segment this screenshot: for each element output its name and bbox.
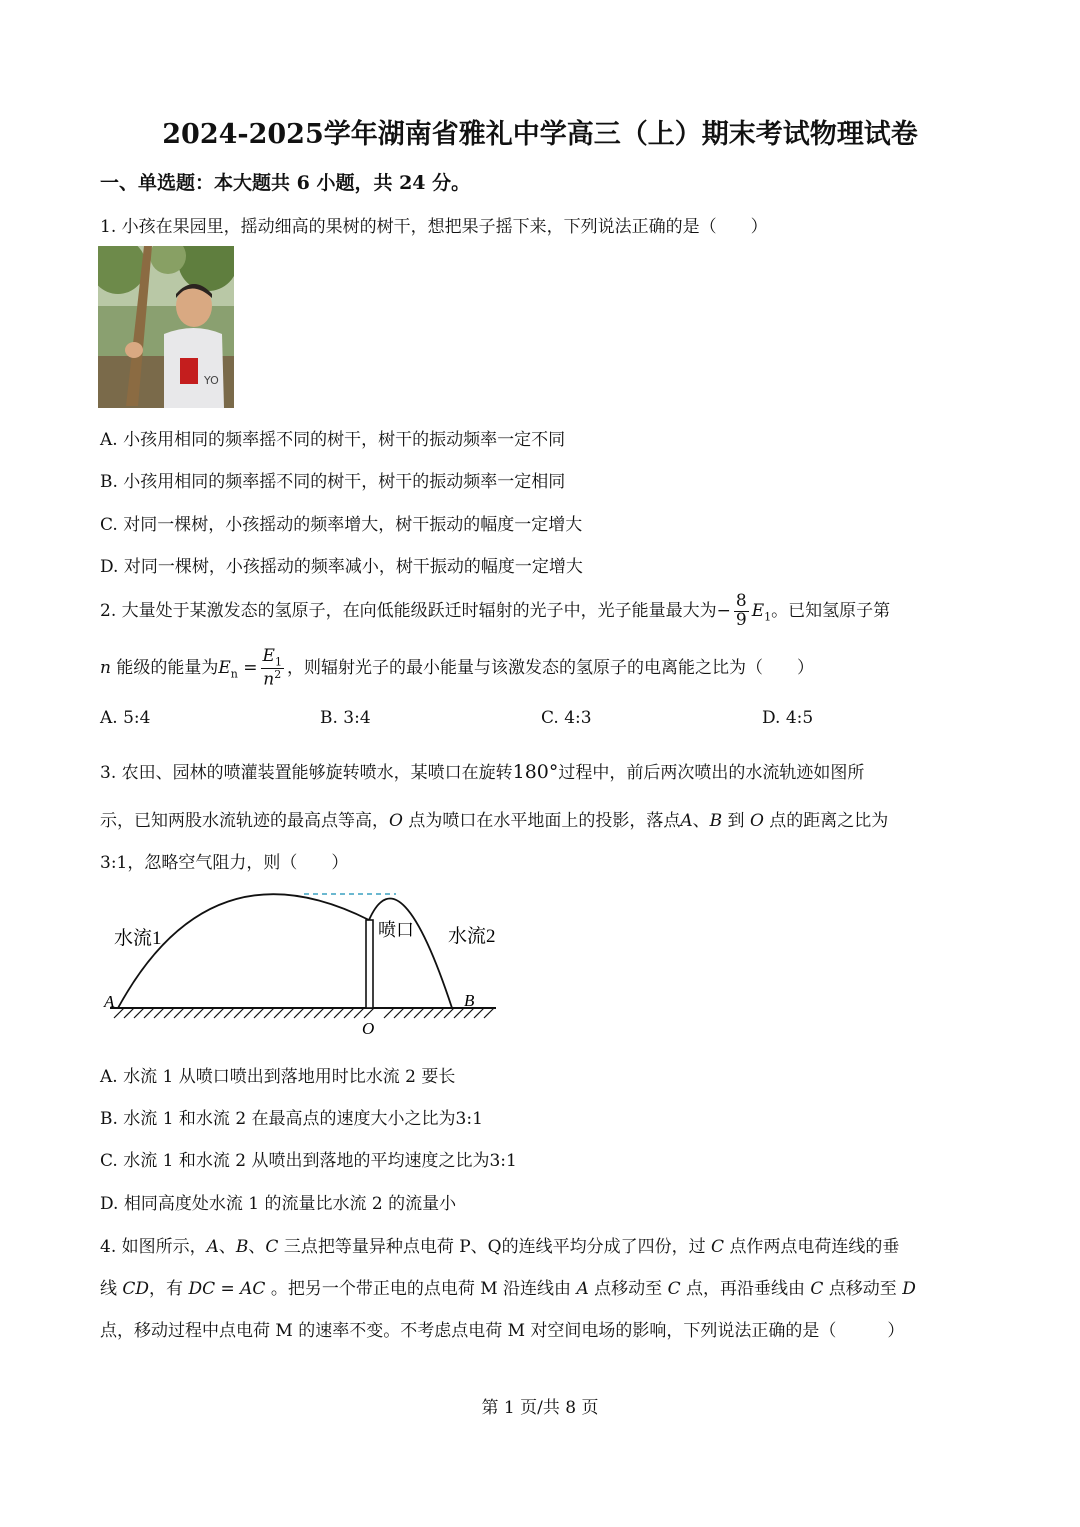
- q4-l2-d: 点移动至: [594, 1279, 663, 1299]
- q2-fr-den-n: n: [263, 669, 275, 690]
- q4-l2-pt-c: C: [667, 1279, 681, 1299]
- q4-l1-pt-a: A: [206, 1237, 219, 1257]
- q4-l2-pt-d: D: [902, 1279, 916, 1299]
- q4-l1-c: 、: [248, 1237, 266, 1257]
- q3-stem-line1: [100, 758, 864, 783]
- q3-option-d: D. 相同高度处水流 1 的流量比水流 2 的流量小: [100, 1194, 457, 1214]
- q2-fraction-e1-n2: [261, 645, 284, 690]
- q3-l2-o: O: [389, 811, 403, 831]
- q3-l1-b: 过程中，前后两次喷出的水流轨迹如图所: [558, 763, 865, 783]
- q2-frac-num: 8: [735, 591, 747, 612]
- q1-option-c: C. 对同一棵树，小孩摇动的频率增大，树干振动的幅度一定增大: [100, 515, 583, 535]
- q3-label-point-o: O: [362, 1019, 375, 1038]
- q3-option-a: A. 水流 1 从喷口喷出到落地用时比水流 2 要长: [100, 1067, 456, 1087]
- q3-l2-e: 点的距离之比为: [769, 811, 889, 831]
- q2-frac-den: 9: [735, 610, 747, 630]
- q3-l2-b: 点为喷口在水平地面上的投影，落点: [408, 811, 681, 831]
- q4-l1-e: 点作两点电荷连线的垂: [729, 1237, 900, 1257]
- q2-stem-part-a: 2. 大量处于某激发态的氢原子，在向低能级跃迁时辐射的光子中，光子能量最大为: [100, 601, 717, 621]
- q4-l2-pt-a: A: [576, 1279, 589, 1299]
- q4-l1-b: 、: [218, 1237, 236, 1257]
- page-footer: 第 1 页/共 8 页: [481, 1398, 599, 1418]
- q2-option-d: D. 4:5: [762, 708, 814, 728]
- q3-label-point-a: A: [104, 992, 115, 1011]
- q2-stem-part-b: 。已知氢原子第: [771, 601, 891, 621]
- q2-fr-den: [261, 669, 284, 690]
- q4-l2-b: ，有: [149, 1279, 184, 1299]
- q3-l2-a: 示，已知两股水流轨迹的最高点等高，: [100, 811, 389, 831]
- q4-l2-pt-c2: C: [810, 1279, 824, 1299]
- q4-l2-a: 线: [100, 1279, 117, 1299]
- q3-l2-c: 、: [692, 811, 710, 831]
- q2-stem-line1: [100, 586, 890, 642]
- q2-frac-sign: −: [716, 601, 731, 621]
- q2-stem-part-c: 能级的能量为: [116, 658, 219, 678]
- q4-l2-e: 点，再沿垂线由: [685, 1279, 805, 1299]
- q3-option-c: C. 水流 1 和水流 2 从喷出到落地的平均速度之比为3:1: [100, 1151, 517, 1171]
- q4-l2-cd: CD: [122, 1279, 150, 1299]
- q3-label-point-b: B: [464, 991, 475, 1010]
- q2-n: n: [100, 658, 111, 678]
- q2-fr-num-sub: 1: [274, 655, 282, 669]
- q2-fr-num: [261, 645, 284, 669]
- q3-l1-a: 3. 农田、园林的喷灌装置能够旋转喷水，某喷口在旋转: [100, 763, 513, 783]
- q4-stem-line1: [100, 1232, 899, 1257]
- q3-diagram-water-trajectories: [100, 880, 510, 1044]
- q1-photo-child-shaking-tree: [98, 246, 234, 408]
- q3-label-stream-1: 水流1: [114, 928, 162, 949]
- q3-l2-b-pt: B: [709, 811, 723, 831]
- q2-eq: =: [243, 658, 258, 678]
- q2-fr-num-e: E: [262, 645, 275, 666]
- q4-stem-line3: 点，移动过程中点电荷 M 的速率不变。不考虑点电荷 M 对空间电场的影响，下列说法正确的是（ ）: [100, 1321, 905, 1341]
- q1-photo-shirt-text: YO: [204, 374, 219, 387]
- q2-fr-den-sup: 2: [274, 667, 282, 681]
- q2-e1-sub: 1: [764, 610, 772, 624]
- q3-ground-hatching: [114, 1008, 494, 1018]
- q3-l2-d: 到: [727, 811, 745, 831]
- q4-l1-d: 三点把等量异种点电荷 P、Q的连线平均分成了四份，过: [283, 1237, 706, 1257]
- q4-stem-line2: [100, 1274, 916, 1299]
- q1-stem: 1. 小孩在果园里，摇动细高的果树的树干，想把果子摇下来，下列说法正确的是（ ）: [100, 217, 768, 237]
- page-title: 2024-2025学年湖南省雅礼中学高三（上）期末考试物理试卷: [162, 119, 918, 150]
- q4-l1-pt-b: B: [235, 1237, 249, 1257]
- q2-option-b: B. 3:4: [320, 708, 371, 728]
- q2-fraction-8-9: [734, 593, 749, 630]
- q3-l2-a-pt: A: [680, 811, 693, 831]
- q4-l1-pt-c: C: [265, 1237, 279, 1257]
- q2-stem-part-d: ，则辐射光子的最小能量与该激发态的氢原子的电离能之比为（ ）: [286, 658, 814, 678]
- q3-l2-o2: O: [749, 811, 764, 831]
- q2-option-a: A. 5:4: [100, 708, 151, 728]
- section-heading: 一、单选题：本大题共 6 小题，共 24 分。: [100, 172, 471, 194]
- q3-stem-line2: [100, 806, 888, 831]
- q3-stream-1-curve: [118, 894, 369, 1008]
- q1-option-d: D. 对同一棵树，小孩摇动的频率减小，树干振动的幅度一定增大: [100, 557, 583, 577]
- q4-l2-f: 点移动至: [828, 1279, 897, 1299]
- q3-option-b: B. 水流 1 和水流 2 在最高点的速度大小之比为3:1: [100, 1109, 483, 1129]
- q4-l2-eq: DC = AC: [188, 1279, 266, 1299]
- q2-e1: E: [751, 601, 765, 621]
- q3-nozzle-pipe: [366, 920, 373, 1008]
- q4-l1-a: 4. 如图所示，: [100, 1237, 207, 1257]
- q3-stem-line3: 3:1，忽略空气阻力，则（ ）: [100, 853, 349, 873]
- q2-stem-line2: [100, 642, 814, 700]
- q1-option-b: B. 小孩用相同的频率摇不同的树干，树干的振动频率一定相同: [100, 472, 566, 492]
- q4-l1-pt-c2: C: [711, 1237, 725, 1257]
- q4-l2-c: 。把另一个带正电的点电荷 M 沿连线由: [270, 1279, 572, 1299]
- q2-option-c: C. 4:3: [541, 708, 592, 728]
- q3-label-stream-2: 水流2: [448, 926, 496, 947]
- q3-stream-2-curve: [369, 899, 452, 1008]
- q3-l1-deg: 180°: [512, 761, 559, 783]
- q2-en: E: [218, 658, 231, 678]
- q3-label-nozzle: 喷口: [378, 920, 414, 940]
- q1-option-a: A. 小孩用相同的频率摇不同的树干，树干的振动频率一定不同: [100, 430, 566, 450]
- q2-en-sub: n: [230, 667, 238, 681]
